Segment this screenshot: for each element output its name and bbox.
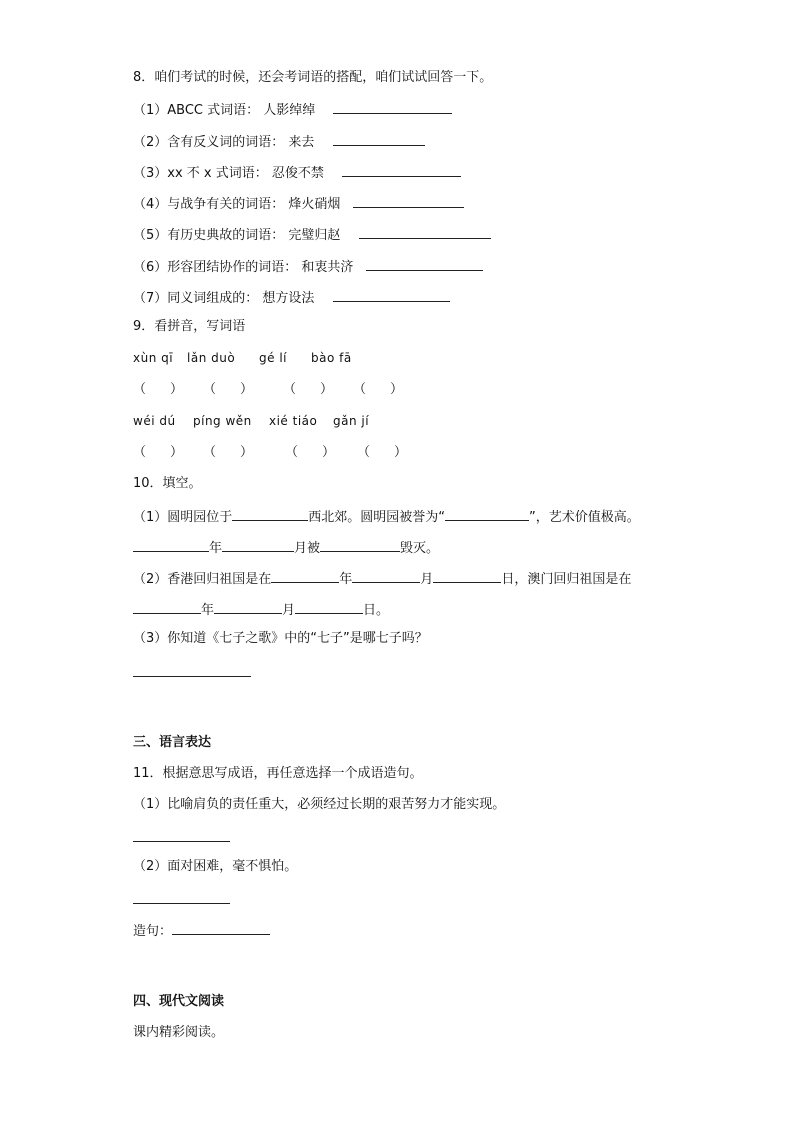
answer-paren[interactable]: （ ） [133,382,184,397]
q8-item-word: 人影绰绰 [263,103,316,118]
q8-item-1 [133,99,452,120]
q11-title: 11．根据意思写成语，再任意选择一个成语造句。 [133,766,423,781]
answer-blank[interactable] [133,599,201,614]
pinyin-row-1 [133,349,371,367]
q8-item-label: （2）含有反义词的词语： [133,135,285,150]
answer-blank[interactable] [133,889,230,904]
section-4-intro: 课内精彩阅读。 [133,1025,225,1040]
q9-title: 9．看拼音，写词语 [133,319,246,334]
q8-item-4 [133,193,464,214]
q10-part-2: （2）香港回归祖国是在 年 月 日，澳门回归祖国是在 [133,568,631,589]
q10-part-3: （3）你知道《七子之歌》中的“七子”是哪七子吗？ [133,631,428,646]
pinyin: bào fā [311,351,352,365]
answer-blank[interactable] [333,99,452,114]
answer-blank[interactable] [333,131,425,146]
answer-blank[interactable] [366,256,483,271]
pinyin: lǎn duò [187,351,236,365]
pinyin: xùn qī [133,351,174,365]
answer-blank[interactable] [333,287,450,302]
q10-part-1-cont: 年 月被 毁灭。 [133,537,439,558]
q8-title: 8．咱们考试的时候，还会考词语的搭配，咱们试试回答一下。 [133,70,493,85]
q10-part-2-cont: 年 月 日。 [133,599,389,620]
answer-blank[interactable] [232,506,308,521]
pinyin-row-2 [133,412,393,430]
q10-part-3-answer [133,662,251,683]
answer-blank[interactable] [342,162,461,177]
pinyin: xié tiáo [269,414,318,428]
answer-blank[interactable] [359,224,491,239]
q8-item-label: （6）形容团结协作的词语： [133,260,298,275]
answer-blank[interactable] [353,193,464,208]
q8-item-word: 来去 [288,135,315,150]
q8-item-3 [133,162,461,183]
answer-paren[interactable]: （ ） [357,445,408,460]
answer-blank[interactable] [133,827,230,842]
answer-paren[interactable]: （ ） [285,445,336,460]
q11-item-2-answer [133,889,230,910]
q8-item-label: （1）ABCC 式词语： [133,103,260,118]
pinyin: wéi dú [133,414,176,428]
q10-title: 10．填空。 [133,476,202,491]
answer-blank[interactable] [295,599,363,614]
answer-blank[interactable] [133,537,209,552]
answer-paren[interactable]: （ ） [203,445,254,460]
answer-blank[interactable] [214,599,282,614]
q8-item-word: 完璧归赵 [288,228,341,243]
section-3-heading: 三、语言表达 [133,735,212,750]
q8-item-word: 和衷共济 [301,260,354,275]
q8-item-label: （3）xx 不 x 式词语： [133,166,268,181]
q10-part-1: （1）圆明园位于 西北郊。圆明园被誉为“ ”，艺术价值极高。 [133,506,640,527]
q8-item-label: （7）同义词组成的： [133,291,259,306]
q8-item-label: （5）有历史典故的词语： [133,228,285,243]
answer-blank[interactable] [320,537,400,552]
answer-blank[interactable] [172,920,270,935]
answer-blank[interactable] [271,568,339,583]
answer-paren[interactable]: （ ） [133,445,184,460]
pinyin: gǎn jí [333,414,370,428]
answer-paren-row-2 [133,444,417,462]
q8-item-7 [133,287,450,308]
q8-item-2 [133,131,425,152]
answer-blank[interactable] [445,506,529,521]
pinyin: gé lí [259,351,287,365]
pinyin: píng wěn [193,414,252,428]
q11-item-1: （1）比喻肩负的责任重大，必须经过长期的艰苦努力才能实现。 [133,797,506,812]
q8-item-word: 想方设法 [262,291,315,306]
sentence-label: 造句： [133,924,173,939]
sentence-row [133,920,270,941]
q8-item-6 [133,256,483,277]
answer-blank[interactable] [352,568,420,583]
answer-blank[interactable] [433,568,501,583]
section-4-heading: 四、现代文阅读 [133,994,225,1009]
answer-paren[interactable]: （ ） [283,382,334,397]
answer-paren[interactable]: （ ） [203,382,254,397]
q11-item-2: （2）面对困难，毫不惧怕。 [133,859,298,874]
q8-item-word: 忍俊不禁 [271,166,324,181]
answer-blank[interactable] [222,537,294,552]
answer-paren-row-1 [133,381,413,399]
q11-item-1-answer [133,827,230,848]
q8-item-5 [133,224,491,245]
answer-paren[interactable]: （ ） [353,382,404,397]
q8-item-label: （4）与战争有关的词语： [133,197,285,212]
q8-item-word: 烽火硝烟 [288,197,341,212]
answer-blank[interactable] [133,662,251,677]
